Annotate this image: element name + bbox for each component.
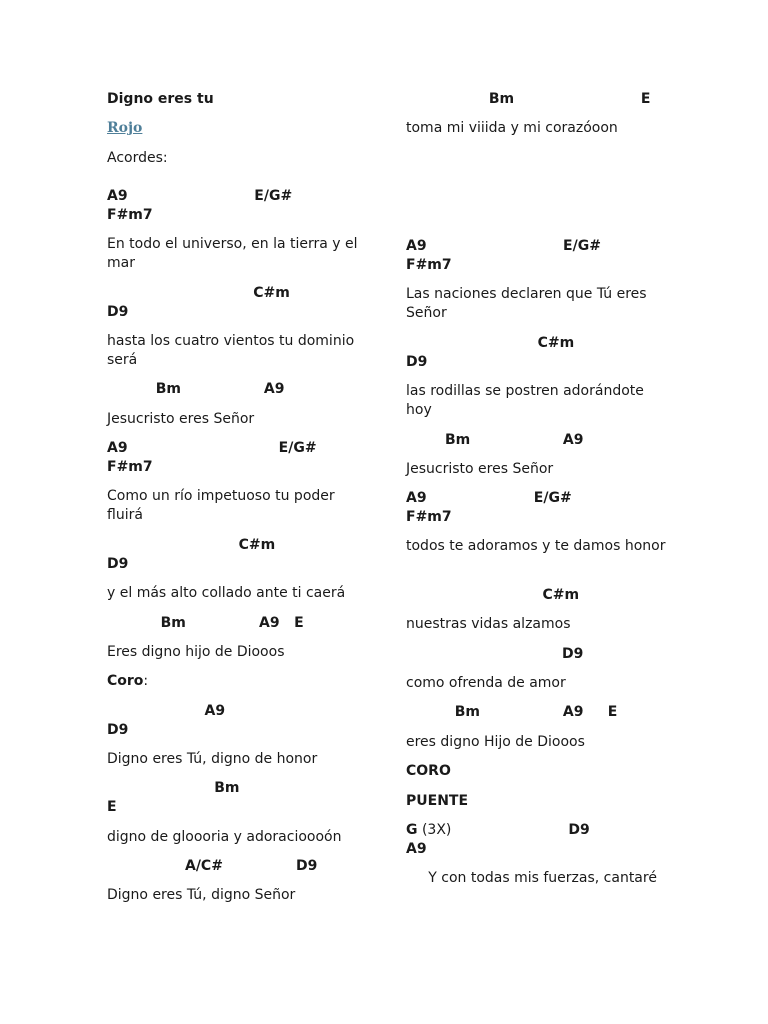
- lyric-line: Jesucristo eres Señor: [107, 411, 255, 427]
- lyric-line: Digno eres Tú, digno Señor: [107, 887, 296, 903]
- chord-line: Bm A9 E: [406, 704, 618, 720]
- chord-line: D9: [107, 556, 129, 572]
- chord-line: Bm A9: [107, 381, 285, 397]
- chord-line: F#m7: [107, 207, 153, 223]
- lyric-line: Como un río impetuoso tu poder fluirá: [107, 488, 335, 523]
- chord-line: A9 E/G#: [107, 188, 293, 204]
- lyric-line: como ofrenda de amor: [406, 675, 566, 691]
- repeat-count: (3X): [417, 822, 452, 838]
- chord-line: D9: [107, 304, 129, 320]
- coro-colon: :: [143, 673, 149, 689]
- chord-line: Bm A9 E: [107, 615, 304, 631]
- lyric-line: digno de gloooria y adoracioooón: [107, 829, 342, 845]
- acordes-label: Acordes:: [107, 150, 168, 166]
- puente-heading: PUENTE: [406, 793, 469, 809]
- lyric-line: Las naciones declaren que Tú eres Señor: [406, 286, 647, 321]
- chord-line: C#m: [107, 285, 290, 301]
- lyric-line: Digno eres Tú, digno de honor: [107, 751, 318, 767]
- lyric-line: hasta los cuatro vientos tu dominio será: [107, 333, 355, 368]
- chord-line: C#m: [107, 537, 276, 553]
- lyric-line: todos te adoramos y te damos honor: [406, 538, 666, 554]
- coro-heading: CORO: [406, 763, 451, 779]
- chord-d9: D9: [451, 822, 590, 838]
- chord-line: F#m7: [107, 459, 153, 475]
- chord-g: G: [406, 822, 418, 838]
- rojo-link[interactable]: Rojo: [107, 120, 143, 136]
- chord-line: E: [107, 799, 117, 815]
- lyric-line: Jesucristo eres Señor: [406, 461, 554, 477]
- chord-line: A9 E/G#: [406, 238, 601, 254]
- chord-line: A/C# D9: [107, 858, 318, 874]
- chord-line: A9: [107, 703, 226, 719]
- chord-line: Bm E: [406, 91, 651, 107]
- chord-line: D9: [406, 646, 584, 662]
- lyric-line: eres digno Hijo de Diooos: [406, 734, 585, 750]
- chord-line: Bm: [107, 780, 240, 796]
- chord-line: C#m: [406, 587, 580, 603]
- chord-line: F#m7: [406, 257, 452, 273]
- coro-heading: [107, 672, 148, 691]
- lyric-line: nuestras vidas alzamos: [406, 616, 571, 632]
- song-title: Digno eres tu: [107, 91, 214, 107]
- chord-line: C#m: [406, 335, 575, 351]
- chord-line: A9 E/G#: [107, 440, 317, 456]
- lyric-line: y el más alto collado ante ti caerá: [107, 585, 346, 601]
- chord-line: A9 E/G#: [406, 490, 572, 506]
- chord-line: D9: [107, 722, 129, 738]
- chord-line: F#m7: [406, 509, 452, 525]
- lyric-line: Eres digno hijo de Diooos: [107, 644, 285, 660]
- lyric-line: Y con todas mis fuerzas, cantaré: [406, 870, 657, 886]
- puente-chord-line: [406, 821, 590, 840]
- lyric-line: las rodillas se postren adorándote hoy: [406, 383, 644, 418]
- lyric-line: toma mi viiida y mi corazóoon: [406, 120, 618, 136]
- chord-line: D9: [406, 354, 428, 370]
- chord-line: Bm A9: [406, 432, 584, 448]
- coro-label: Coro: [107, 673, 144, 689]
- lyric-line: En todo el universo, en la tierra y el mar: [107, 236, 358, 271]
- chord-line: A9: [406, 841, 427, 857]
